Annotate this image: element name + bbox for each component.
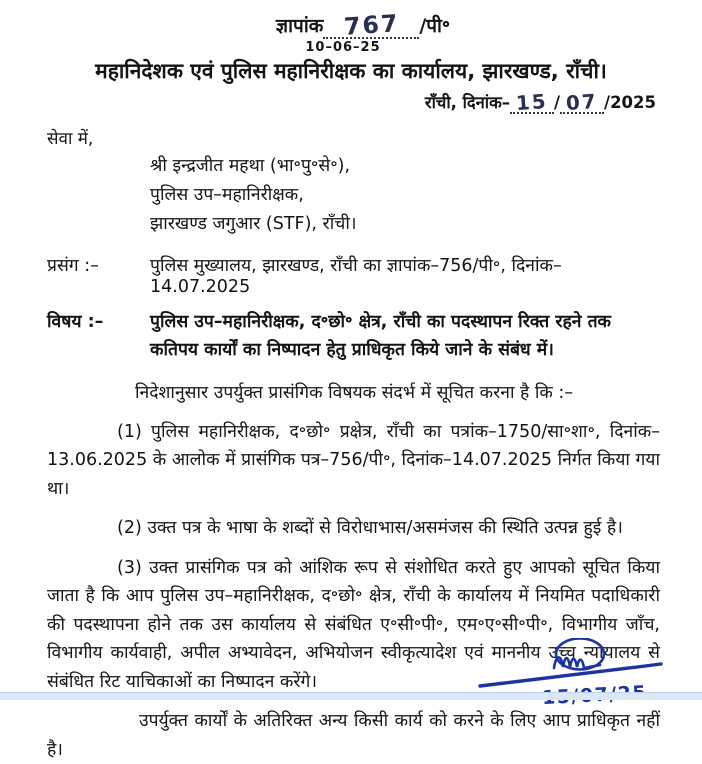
memo-suffix: /पी॰ [419,15,451,37]
salutation: सेवा में, [47,128,94,149]
memo-number-dotted-blank [323,9,419,41]
subject-text: पुलिस उप–महानिरीक्षक, द॰छो॰ क्षेत्र, राँची का पदस्थापन रिक्त रहने तक कतिपय कार्यों का निष्पादन हेतु प्राधिकृत किये जाने के संबंध में। [150,311,611,360]
memo-number-inner [275,9,451,41]
recipient-block [150,152,702,239]
recipient-designation-line: पुलिस उप–महानिरीक्षक, [150,184,304,205]
date-day-dotted-blank [510,89,554,115]
date-year: /2025 [604,92,656,112]
paragraph-1: (1) पुलिस महानिरीक्षक, द॰छो॰ प्रक्षेत्र, राँची का पत्रांक–1750/सा॰शा॰, दिनांक–13.06.2025 के आलोक में प्रासंगिक पत्र–756/पी॰, दिनांक–14.07.2025 निर्गत किया गया था। [47,421,660,499]
paragraph-3: (3) उक्त प्रासंगिक पत्र को आंशिक रूप से संशोधित करते हुए आपको सूचित किया जाता है कि आप पुलिस उप–महानिरीक्षक, द॰छो॰ क्षेत्र, राँची के कार्यालय में नियमित पदाधिकारी की पदस्थापना होने तक उस कार्यालय से संबंधित ए॰सी॰पी॰, एम॰ए॰सी॰पी॰, विभागीय जाँच, विभागीय कार्यवाही, अपील अभ्यावेदन, अभियोजन स्वीकृत्यादेश एवं माननीय उच्च न्यायालय से संबंधित रिट याचिकाओं का निष्पादन करेंगे। [47,557,660,692]
date-day-handwritten: 15 [515,89,549,115]
scan-edge-artifact [0,692,702,700]
paragraph-2: (2) उक्त पत्र के भाषा के शब्दों से विरोधाभास/असमंजस की स्थिति उत्पन्न हुई है। [117,518,623,539]
reference-text: पुलिस मुख्यालय, झारखण्ड, राँची का ज्ञापांक–756/पी॰, दिनांक–14.07.2025 [150,255,562,297]
office-title: महानिदेशक एवं पुलिस महानिरीक्षक का कार्यालय, झारखण्ड, राँची। [95,58,607,83]
recipient-unit-line: झारखण्ड जगुआर (STF), राँची। [150,213,357,234]
date-month-handwritten: 07 [565,89,599,115]
place-date-line [0,90,702,114]
reference-row [47,253,660,297]
memo-number-handwritten: 767 [342,9,400,41]
intro-paragraph: निदेशानुसार उपर्युक्त प्रासंगिक विषयक संदर्भ में सूचित करना है कि :– [135,382,574,403]
memo-label: ज्ञापांक [275,15,324,37]
memo-number-row [0,0,702,39]
closing-paragraph: उपर्युक्त कार्यों के अतिरिक्त अन्य किसी कार्य को करने के लिए आप प्राधिकृत नहीं है। [47,711,660,760]
stamp-date: 10–06–25 [305,39,381,55]
date-prefix: राँची, दिनांक– [424,92,511,112]
date-slash: / [554,92,561,112]
recipient-name-line: श्री इन्द्रजीत महथा (भा॰पु॰से॰), [150,155,351,176]
reference-label: प्रसंग :– [47,255,99,276]
subject-label: विषय :– [47,311,104,332]
subject-row [47,308,660,364]
date-month-dotted-blank [560,89,604,115]
